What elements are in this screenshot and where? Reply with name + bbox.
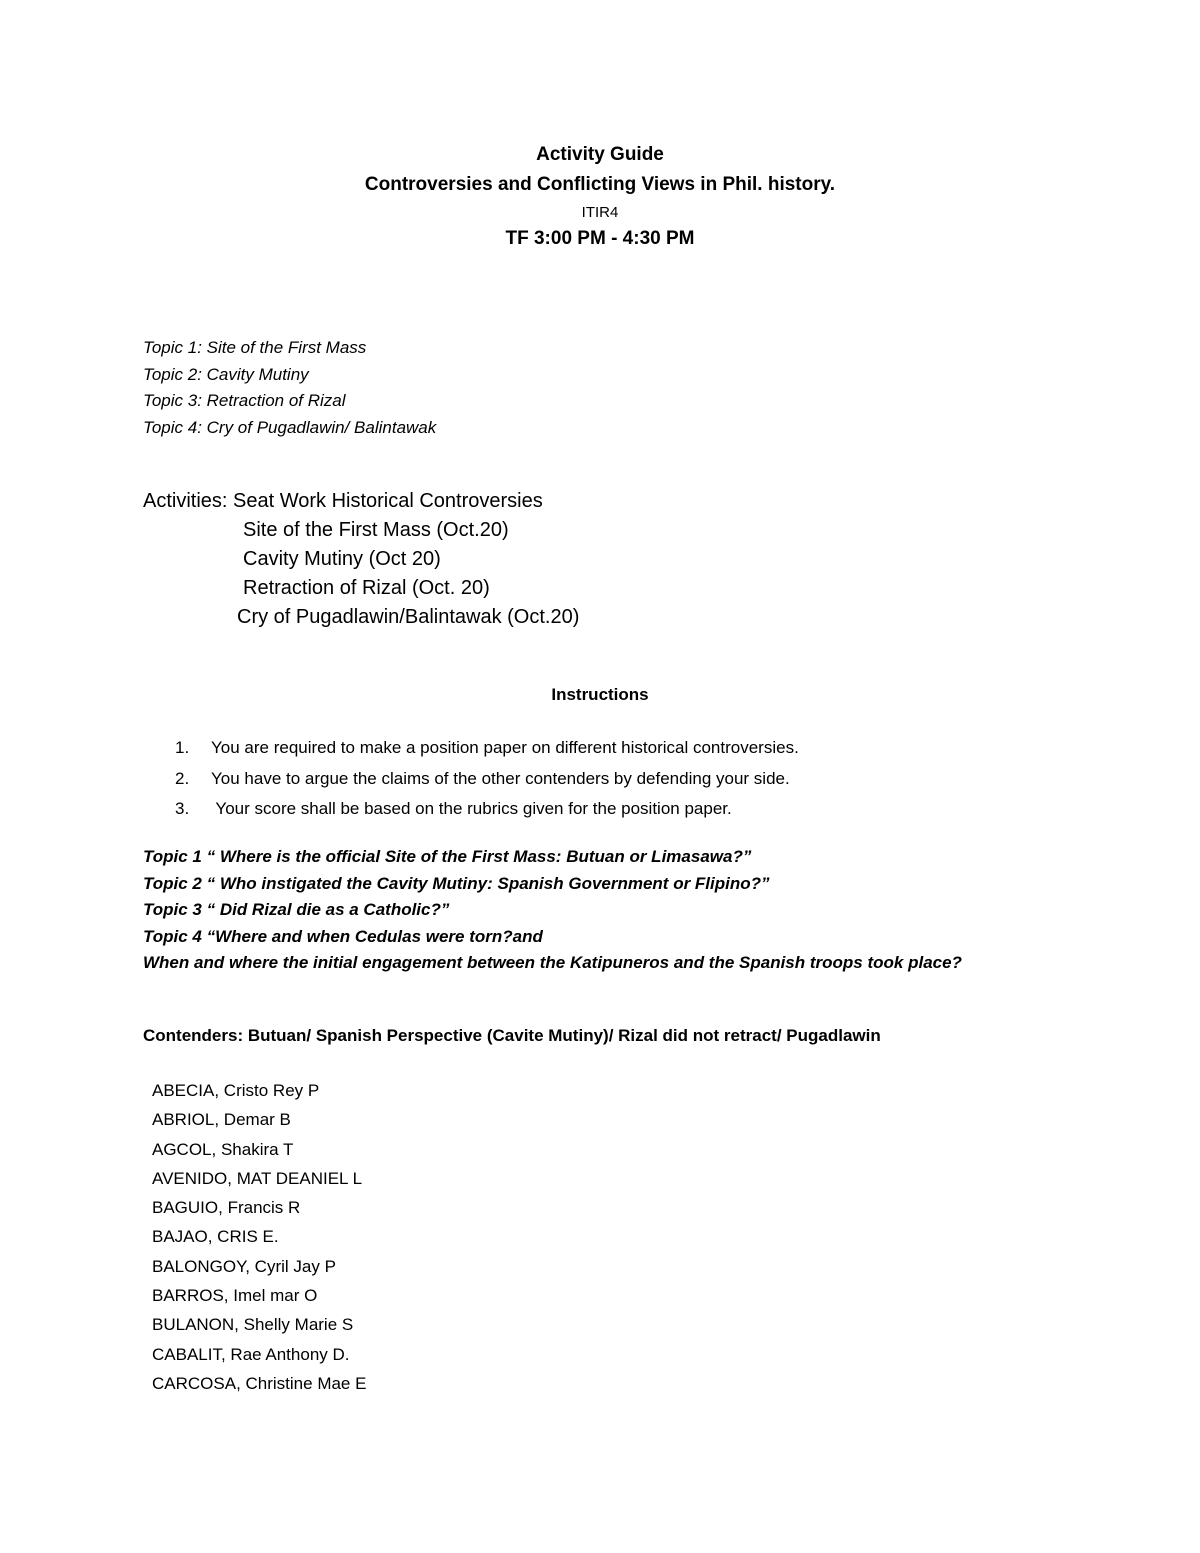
instruction-item: [175, 794, 799, 825]
contenders-line: Contenders: Butuan/ Spanish Perspective (Cavite Mutiny)/ Rizal did not retract/ Pugadlawin: [143, 1026, 881, 1045]
student-name: ABECIA, Cristo Rey P: [152, 1081, 320, 1100]
student-name: BAGUIO, Francis R: [152, 1198, 301, 1218]
instruction-item: [175, 733, 799, 764]
class-schedule: TF 3:00 PM - 4:30 PM: [505, 228, 695, 249]
student-name: ABRIOL, Demar B: [152, 1110, 291, 1130]
topic-item: Topic 4: Cry of Pugadlawin/ Balintawak: [143, 417, 437, 437]
instruction-text: You have to argue the claims of the other contenders by defending your side.: [211, 768, 790, 788]
instructions-list: [175, 733, 799, 825]
activity-item: Cavity Mutiny (Oct 20): [243, 548, 441, 570]
document-subtitle: Controversies and Conflicting Views in Phil. history.: [364, 174, 836, 195]
activity-item: Retraction of Rizal (Oct. 20): [243, 577, 490, 599]
topics-list: [143, 335, 436, 441]
instruction-item: [175, 764, 799, 795]
topic-item: Topic 3: Retraction of Rizal: [143, 391, 346, 410]
instruction-number: 3.: [175, 799, 190, 818]
activities-label: Activities: Seat Work Historical Controversies: [143, 490, 543, 512]
student-name: AGCOL, Shakira T: [152, 1139, 294, 1159]
activity-item: Site of the First Mass (Oct.20): [243, 519, 509, 541]
document-title: Activity Guide: [536, 144, 664, 165]
student-name: CARCOSA, Christine Mae E: [152, 1373, 367, 1393]
activity-item: Cry of Pugadlawin/Balintawak (Oct.20): [237, 606, 580, 628]
topic-question: Topic 3 “ Did Rizal die as a Catholic?”: [143, 900, 450, 919]
instruction-text: Your score shall be based on the rubrics given for the position paper.: [211, 799, 732, 818]
topic-question: Topic 4 “Where and when Cedulas were torn?and: [143, 926, 543, 946]
section-code: ITIR4: [581, 204, 619, 221]
student-name: AVENIDO, MAT DEANIEL L: [152, 1168, 363, 1188]
student-name: BULANON, Shelly Marie S: [152, 1315, 354, 1335]
instructions-heading: Instructions: [551, 685, 649, 704]
student-roster: [152, 1076, 366, 1398]
topic-question: Topic 2 “ Who instigated the Cavity Mutiny: Spanish Government or Flipino?”: [143, 873, 770, 893]
topic-item: Topic 1: Site of the First Mass: [143, 338, 367, 357]
instruction-number: 2.: [175, 768, 190, 788]
topic-item: Topic 2: Cavity Mutiny: [143, 364, 309, 384]
student-name: BARROS, Imel mar O: [152, 1286, 318, 1306]
topic-question: When and where the initial engagement between the Katipuneros and the Spanish troops took place?: [143, 953, 962, 972]
student-name: CABALIT, Rae Anthony D.: [152, 1344, 350, 1364]
topic-question: Topic 1 “ Where is the official Site of the First Mass: Butuan or Limasawa?”: [143, 847, 752, 866]
student-name: BAJAO, CRIS E.: [152, 1227, 279, 1247]
instruction-text: You are required to make a position paper on different historical controversies.: [211, 738, 799, 757]
student-name: BALONGOY, Cyril Jay P: [152, 1256, 336, 1276]
topic-questions: [143, 844, 962, 977]
instruction-number: 1.: [175, 738, 190, 757]
